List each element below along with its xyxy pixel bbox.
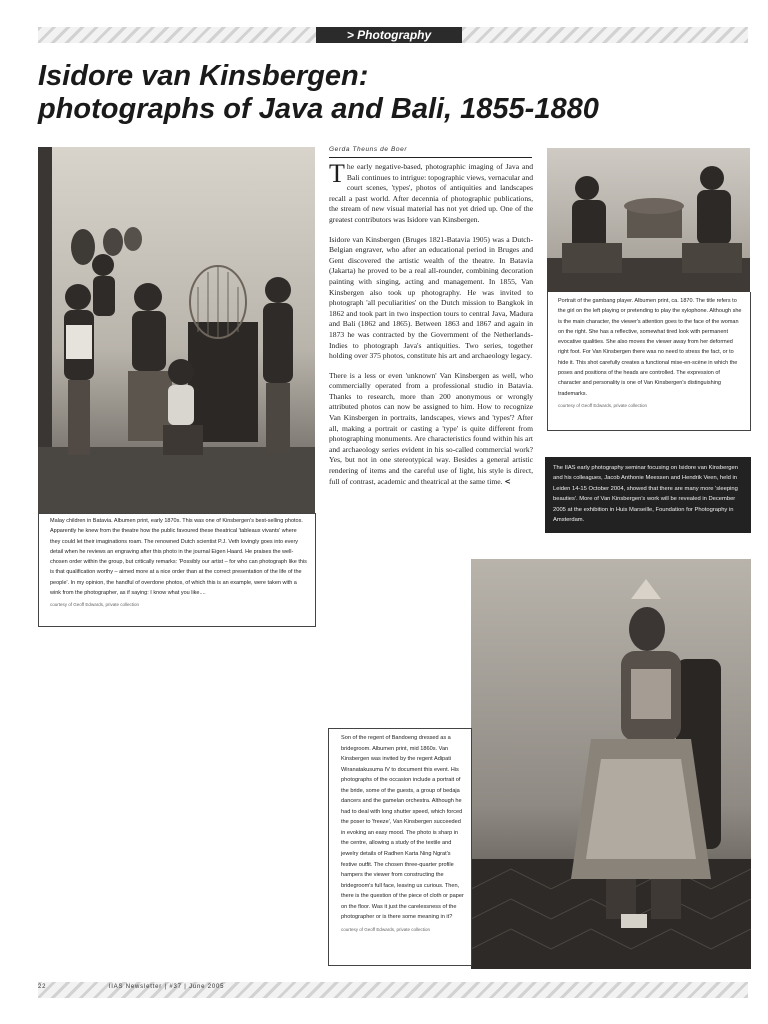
paragraph-3 bbox=[329, 371, 533, 488]
caption-gambang-player-text: Portrait of the gambang player. Albumen print, ca. 1870. The title refers to the girl on the left playing or pretending to play the xylophone. Although she is the main character, the viewer's attention goes to the face of the woman on the right. She has a reflective, somewhat tired look with permanent evocative qualities. She also moves the viewer away from her deformed right foot. For Van Kinsbergen there was no need to stress the fact, or to hide it. This shot carefully creates a functional mise-en-scène in which the poses and positions of the heads are controlled. The expression of character and personality is one of Van Kinsbergen's distinguishing trademarks. bbox=[558, 298, 742, 397]
caption-malay-children bbox=[38, 513, 316, 627]
photo-bridegroom-image bbox=[471, 559, 751, 969]
page-number: 22 bbox=[38, 984, 47, 990]
author-byline: Gerda Theuns de Boer bbox=[329, 146, 532, 158]
caption-bridegroom bbox=[328, 728, 472, 966]
article-body bbox=[329, 162, 533, 522]
end-mark: < bbox=[504, 476, 511, 486]
title-line-2: photographs of Java and Bali, 1855-1880 bbox=[38, 93, 599, 125]
seminar-note bbox=[545, 457, 751, 533]
paragraph-2: Isidore van Kinsbergen (Bruges 1821-Batavia 1905) was a Dutch-Belgian engraver, who after an educational period in Bruges and Gent discovered the artistic wealth of the theatre. In Batavia (Jakarta) he proved to be a real all-rounder, combining decoration painting with singing, acting and management. In 1855, Van Kinsbergen also took up photography. He was invited to photograph 'all peculiarities' on the Dutch mission to Bangkok in 1862 and took part in two inspection tours to central Java, Madura and Bali (1862 and 1865). Between 1863 and 1867 and again in 1873 he was contracted by the Government of the Netherlands-Indies to photograph Java's antiquities. Two series, together holding over 375 photos, constitute his art and archaeology legacy. bbox=[329, 234, 533, 361]
drop-cap: T bbox=[329, 162, 345, 188]
seminar-note-text: The IIAS early photography seminar focusing on Isidore van Kinsbergen and his colleagues, Jacob Anthonie Meessen and Hendrik Veen, held in Leiden 14-15 October 2004, showed that there are many more 'sleeping beauties'. More of Van Kinsbergen's work will be revealed in December 2005 at the exhibition in Huis Marseille, Foundation for Photography in Amsterdam. bbox=[553, 465, 738, 524]
title-line-1: Isidore van Kinsbergen: bbox=[38, 60, 369, 92]
paragraph-3-text: There is a less or even 'unknown' Van Kinsbergen as well, who commercially operated from a professional studio in Batavia. Thanks to research, more than 200 anonymous or wrongly attributed photos can now be assigned to him. How to recognize Van Kinsbergen in portraits, landscapes, views and 'types'? After all, making a portrait or casting a 'type' is quite different from photographing monuments. Are characteristics found within his art and archaeology series evident in his so-called commercial work? Yes, but not in one stereotypical way. Besides a general artistic rendering of items and the careful use of light, his style is direct, full of contrast, academic and theatrical at the same time. bbox=[329, 370, 533, 486]
photo-gambang-player bbox=[547, 148, 750, 293]
caption-malay-children-text: Malay children in Batavia. Albumen print, early 1870s. This was one of Kinsbergen's best-selling photos. Apparently he knew from the theatre how the public favoured these theatrical 'tableaux vivants' where they could let their imaginations roam. The renowned Dutch scientist P.J. Veth lovingly goes into every detail when he reviews an engraving after this photo in the journal Eigen Haard. He praises the well-chosen order within the group, but critically remarks: 'Possibly our artist – for who can photograph like this is that qualification worthy – aimed more at a nice order than at the correct presentation of the life of the people'. In my opinion, the handful of overdone photos, of which this is an example, were taken with a wink from the photographer, as if saying: I know what you like.... bbox=[50, 518, 307, 597]
caption-gambang-player bbox=[547, 292, 751, 431]
page-footer bbox=[38, 984, 224, 990]
section-tag: > Photography bbox=[316, 27, 462, 43]
photo-malay-children bbox=[38, 147, 315, 514]
article-title bbox=[38, 60, 738, 126]
photo-malay-children-image bbox=[38, 147, 315, 514]
photo-bridegroom bbox=[471, 559, 751, 969]
photo-gambang-player-image bbox=[547, 148, 750, 293]
caption-bridegroom-credit: courtesy of Geoff Edwards, private collection bbox=[341, 926, 430, 932]
caption-gambang-player-credit: courtesy of Geoff Edwards, private collection bbox=[558, 402, 647, 408]
caption-bridegroom-text: Son of the regent of Bandoeng dressed as a bridegroom. Albumen print, mid 1860s. Van Kinsbergen was invited by the regent Adipati Wiranatakusuma IV to document this event. His photographs of the occasion include a portrait of the bride, some of the guests, a group of bedaja dancers and the gamelan orchestra. Although he had to deal with long shutter speed, which forced the poser to 'freeze', Van Kinsbergen succeeded in evoking an easy mood. The photo is sharp in the centre, allowing a study of the textile and jewelry details of Radhen Karta Ning Ngrat's festive outfit. The chosen three-quarter profile hampers the viewer from constructing the bridegroom's full face, leaving us curious. Then, there is the question of the piece of cloth or paper on the floor. Was it just the carelessness of the photographer or is there some meaning in it? bbox=[341, 735, 464, 921]
paragraph-1-text: he early negative-based, photographic imaging of Java and Bali continues to intrigue: topographic views, vernacular and court scenes, 'types', photos of antiquities and landscapes recall a past world. After decennia of photographic publications, the stream of new visual material has not yet dried up. One of the greatest contributors was Isidore van Kinsbergen. bbox=[329, 162, 533, 224]
paragraph-1 bbox=[329, 162, 533, 226]
publication-info: IIAS Newsletter | #37 | June 2005 bbox=[108, 984, 225, 990]
caption-malay-children-credit: courtesy of Geoff Edwards, private collection bbox=[50, 602, 139, 608]
